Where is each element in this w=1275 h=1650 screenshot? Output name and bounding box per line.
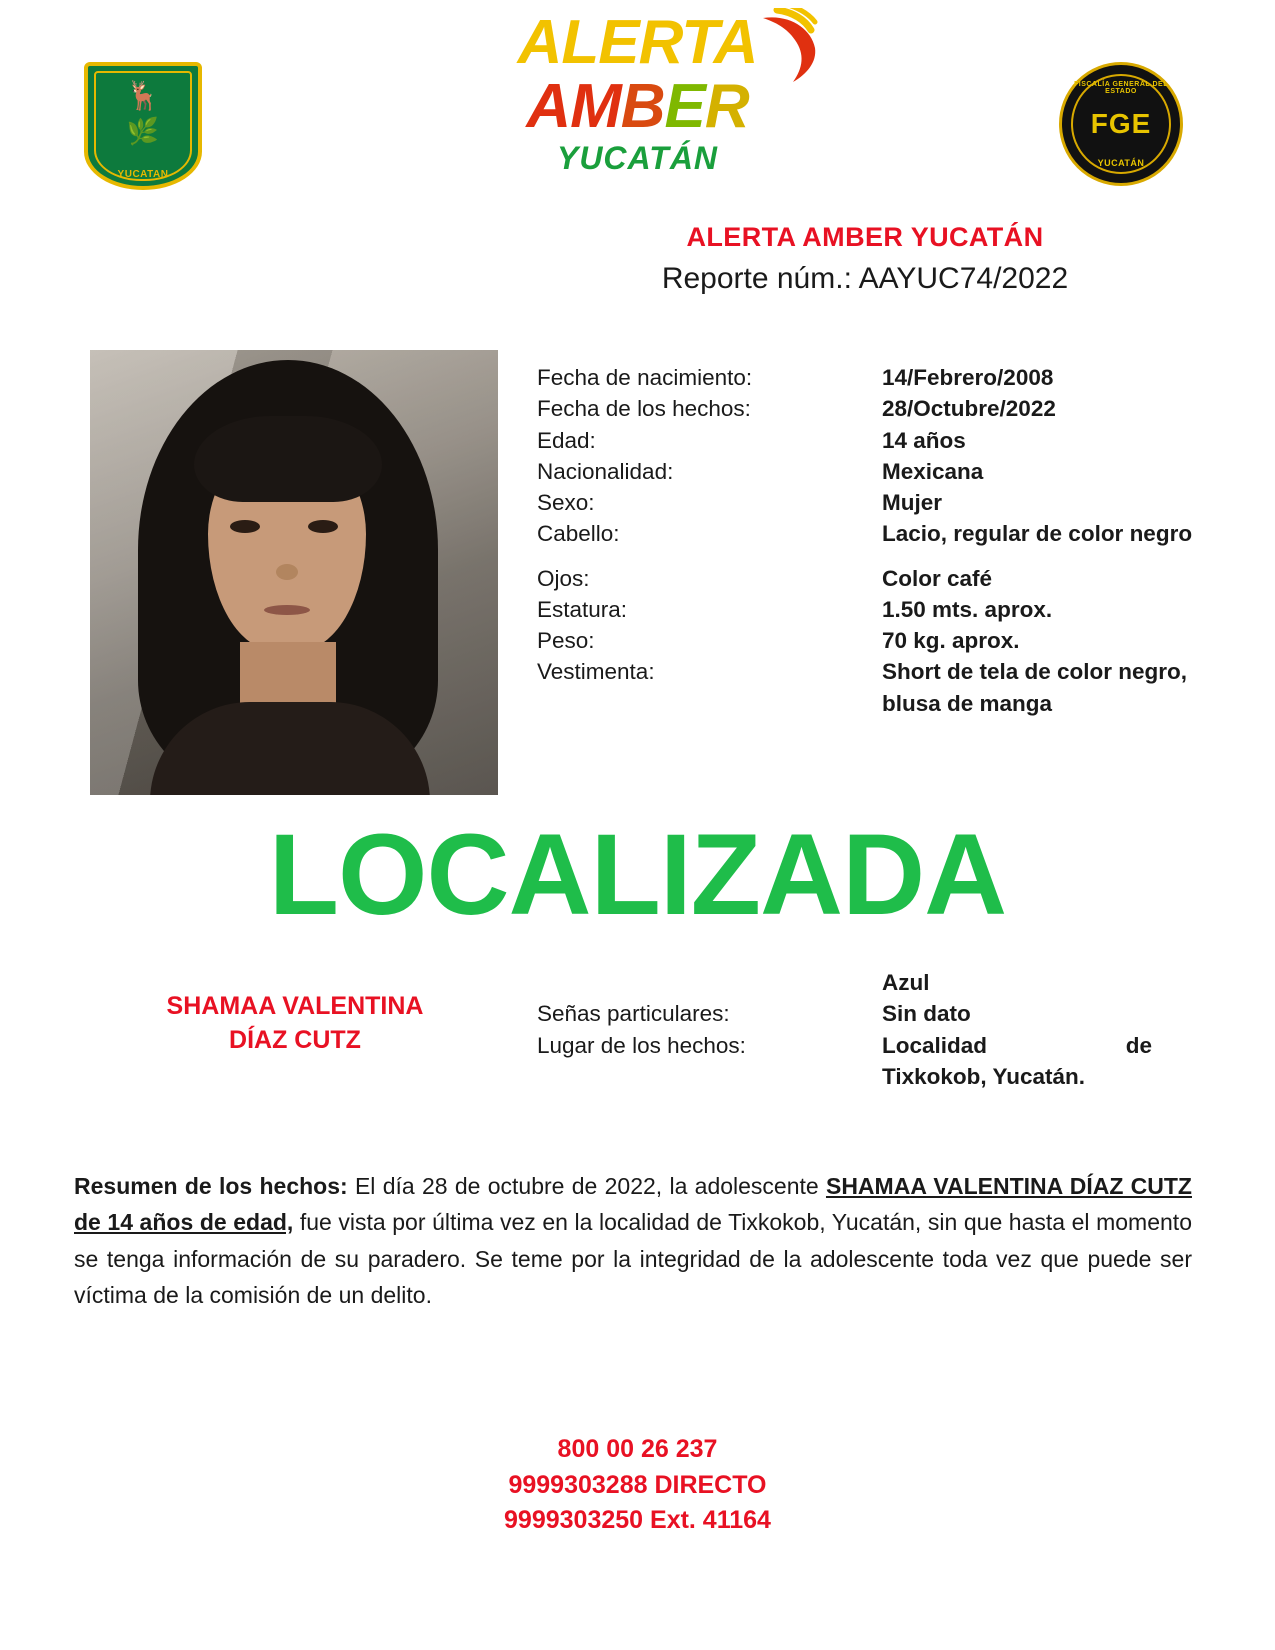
detail-value: Color café [882,565,993,591]
detail-row [537,425,1197,456]
detail-row [537,998,1197,1029]
phone-line: 800 00 26 237 [557,1435,718,1463]
row-spacer [537,550,1197,563]
detail-row [537,393,1197,424]
detail-label: Señas particulares: [537,1001,730,1027]
swoosh-icon [759,8,819,84]
person-details-list [537,362,1197,719]
detail-label: Lugar de los hechos: [537,1032,746,1058]
page-header [0,0,1275,215]
detail-value: Mujer [882,490,943,516]
detail-label: Cabello: [537,521,620,547]
detail-value: 14 años [882,427,966,453]
fge-center-text: FGE [1090,108,1152,139]
fge-bottom-text: YUCATÁN [1097,158,1145,168]
detail-label: Vestimenta: [537,659,655,685]
deer-icon: 🦌 [125,80,161,111]
summary-highlight: SHAMAA VALENTINA DÍAZ CUTZ de 14 años de edad, [74,1173,1192,1236]
right-eye-shape [308,520,338,533]
detail-value: 70 kg. aprox. [882,628,1020,654]
detail-value-line2: Tixkokob, Yucatán. [882,1063,1085,1089]
left-eye-shape [230,520,260,533]
crest-label: YUCATAN [117,169,169,180]
detail-value [882,1030,1197,1093]
nose-shape [276,564,298,580]
report-number: Reporte núm.: AAYUC74/2022 [661,262,1069,295]
contact-phone-list [0,1432,1275,1539]
detail-label: Peso: [537,628,595,654]
detail-value: Mexicana [882,458,984,484]
alert-title: ALERTA AMBER YUCATÁN [686,222,1044,252]
summary-text-before: El día 28 de octubre de 2022, la adolescente [347,1173,826,1199]
detail-value: Short de tela de color negro, blusa de manga [882,659,1188,716]
person-name [95,990,495,1058]
detail-row [537,456,1197,487]
phone-line: 9999303250 Ext. 41164 [504,1506,771,1534]
summary-paragraph [74,1168,1192,1313]
summary-label: Resumen de los hechos: [74,1173,348,1199]
amber-logo-line1-text: ALERTA [517,8,758,77]
detail-value: Sin dato [882,1001,971,1027]
agave-icon: 🌿 [126,116,160,146]
detail-row [537,362,1197,393]
amber-logo-line3: YUCATÁN [556,140,719,176]
detail-label: Edad: [537,427,596,453]
detail-label: Fecha de nacimiento: [537,365,753,390]
fge-top-text: FISCALÍA GENERAL DEL ESTADO [1073,81,1168,95]
amber-logo-line2: AMBER [526,72,749,141]
fge-seal-logo [1059,62,1183,186]
detail-value: 1.50 mts. aprox. [882,596,1053,622]
person-name-line1: SHAMAA VALENTINA [166,992,424,1020]
place-word-1: Localidad [882,1032,988,1058]
detail-label: Fecha de los hechos: [537,396,751,422]
fringe-shape [194,416,382,502]
detail-label: Ojos: [537,565,590,591]
phone-line: 9999303288 DIRECTO [508,1470,767,1499]
person-details-list-lower [537,967,1197,1092]
title-block [585,222,1145,296]
detail-label: Sexo: [537,490,595,516]
detail-value-line1 [882,1030,1152,1061]
vestimenta-continuation: Azul [882,970,930,995]
detail-row [537,967,1197,998]
detail-row [537,625,1197,656]
detail-label: Nacionalidad: [537,458,674,484]
detail-value: 28/Octubre/2022 [882,396,1056,422]
person-name-line2: DÍAZ CUTZ [229,1025,361,1054]
summary-text-after: fue vista por última vez en la localidad de Tixkokob, Yucatán, sin que hasta el momento se tenga información de su paradero. Se teme por la integridad de la adolescente toda vez que puede ser víctima de la comisión de un delito. [74,1209,1192,1308]
detail-row [537,487,1197,518]
detail-row [537,594,1197,625]
detail-row [537,1030,1197,1093]
detail-row [537,656,1197,719]
detail-row [537,518,1197,549]
status-badge: LOCALIZADA [268,811,1007,939]
detail-label: Estatura: [537,596,628,622]
mouth-shape [264,605,310,615]
detail-value: 14/Febrero/2008 [882,365,1054,390]
detail-row [537,563,1197,594]
amber-logo-line1 [517,8,758,77]
place-word-2: de [1125,1032,1152,1058]
person-photo [90,350,498,795]
detail-value: Lacio, regular de color negro [882,521,1193,547]
